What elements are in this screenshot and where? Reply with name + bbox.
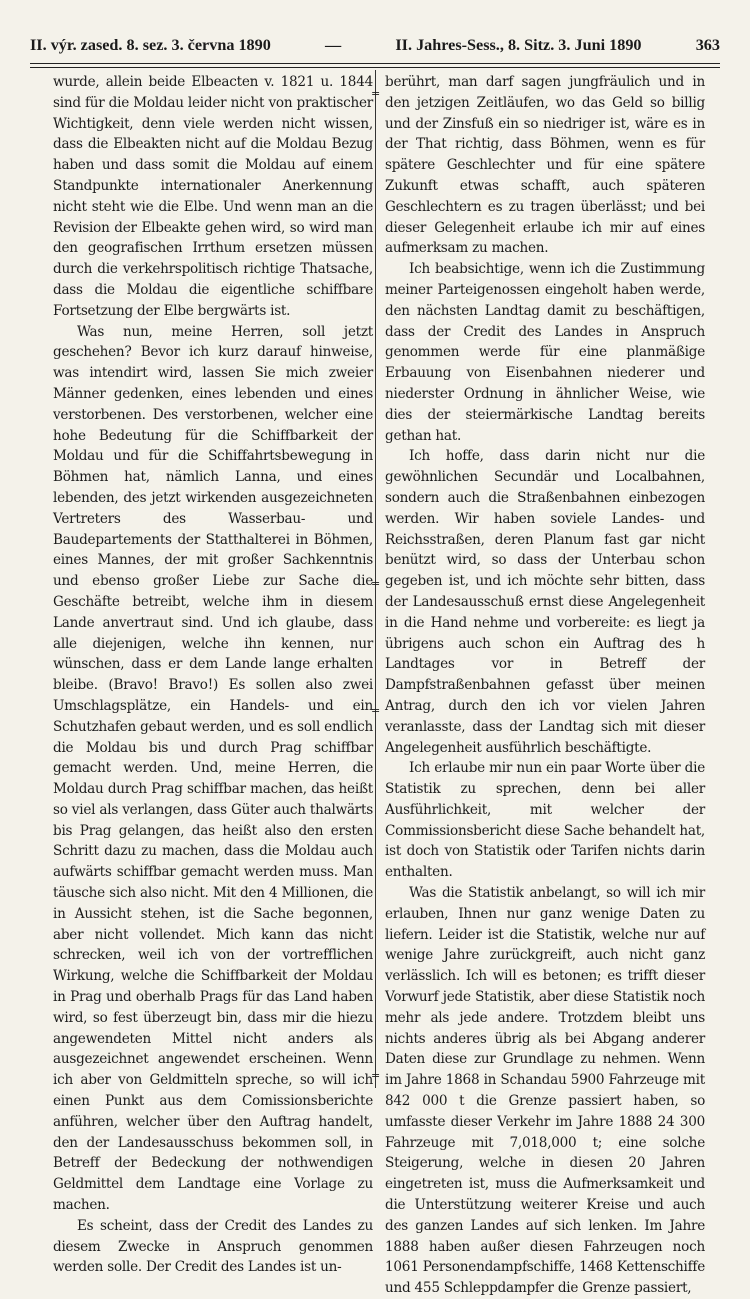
page-header xyxy=(30,36,720,60)
header-german-session: II. Jahres-Sess., 8. Sitz. 3. Juni 1890 xyxy=(395,36,642,54)
margin-mark: = xyxy=(371,87,381,100)
paragraph: Was nun, meine Herren, soll jetzt geschehen? Bevor ich kurz darauf hinweise, was intendirt wird, lassen Sie mich zweier Männer gedenken, eines lebenden und eines verstorbenen. Des verstorbenen, welcher eine hohe Bedeutung für die Schiffbarkeit der Moldau und für die Schiffahrtsbewegung in Böhmen hat, nämlich Lanna, und eines lebenden, des jetzt wirkenden ausgezeichneten Vertreters des Wasserbau- und Baudepartements der Statthalterei in Böhmen, eines Mannes, der mit großer Sachkenntnis und ebenso großer Liebe zur Sache die Geschäfte betreibt, welche ihm in diesem Lande anvertraut sind. Und ich glaube, dass alle diejenigen, welche ihn kennen, nur wünschen, dass er dem Lande lange erhalten bleibe. (Bravo! Bravo!) Es sollen also zwei Umschlagsplätze, ein Handels- und ein Schutzhafen gebaut werden, und es soll endlich die Moldau bis und durch Prag schiffbar gemacht werden. Und, meine Herren, die Moldau durch Prag schiffbar machen, das heißt so viel als verlangen, dass Güter auch thalwärts bis Prag gelangen, das heißt also den ersten Schritt dazu zu machen, dass die Moldau auch aufwärts schiffbar gemacht werden muss. Man täusche sich also nicht. Mit den 4 Millionen, die in Aussicht stehen, ist die Sache begonnen, aber nicht vollendet. Mich kann das nicht schrecken, weil ich von der vortrefflichen Wirkung, welche die Schiffbarkeit der Moldau in Prag und oberhalb Prags für das Land haben wird, so fest überzeugt bin, dass mir die hiezu angewendeten Mittel nicht anders als ausgezeichnet angewendet erscheinen. Wenn ich aber von Geldmitteln spreche, so will ich einen Punkt aus dem Comissionsberichte anführen, welcher über den Auftrag handelt, den der Landesausschuss bekommen soll, in Betreff der Bedeckung der nothwendigen Geldmittel dem Landtage eine Vorlage zu machen. xyxy=(53,323,373,1214)
paragraph: Was die Statistik anbelangt, so will ich mir erlauben, Ihnen nur ganz wenige Daten zu liefern. Leider ist die Statistik, welche nur auf wenige Jahre zurückgreift, auch nicht ganz verlässlich. Ich will es betonen; es trifft dieser Vorwurf jede Statistik, aber diese Statistik noch mehr als jede andere. Trotzdem bleibt uns nichts anderes übrig als bei Abgang anderer Daten diese zur Grundlage zu nehmen. Wenn im Jahre 1868 in Schandau 5900 Fahrzeuge mit 842 000 t die Grenze passiert haben, so umfasste dieser Verkehr im Jahre 1888 24 300 Fahrzeuge mit 7,018,000 t; eine solche Steigerung, welche in diesen 20 Jahren eingetreten ist, muss die Aufmerksamkeit und die Unterstützung weiterer Kreise und auch des ganzen Landes auf sich lenken. Im Jahre 1888 haben außer diesen Fahrzeugen noch 1061 Personendampfschiffe, 1468 Kettenschiffe und 455 Schleppdampfer die Grenze passiert, xyxy=(385,885,705,1297)
paragraph: berührt, man darf sagen jungfräulich und in den jetzigen Zeitläufen, wo das Geld so billig und der Zinsfuß ein so niedriger ist, wäre es in der That richtig, dass Böhmen, wenn es für spätere Geschlechter und für eine spätere Zukunft etwas schafft, auch späteren Geschlechtern es zu tragen überlässt; und bei dieser Gelegenheit erlaube ich mir auf eines aufmerksam zu machen. xyxy=(385,74,705,257)
header-rule-thin xyxy=(30,67,720,68)
margin-mark: = xyxy=(371,1069,381,1082)
paragraph: Es scheint, dass der Credit des Landes zu diesem Zwecke in Anspruch genommen werden solle. Der Credit des Landes ist un- xyxy=(53,1217,373,1276)
paragraph: Ich beabsichtige, wenn ich die Zustimmung meiner Parteigenossen eingeholt haben werde, den nächsten Landtag damit zu beschäftigen, dass der Credit des Landes in Anspruch genommen werde für eine planmäßige Erbauung von Eisenbahnen niederer und niederster Ordnung in ähnlicher Weise, wie dies der steiermärkische Landtag bereits gethan hat. xyxy=(385,261,705,444)
paragraph: Ich erlaube mir nun ein paar Worte über die Statistik zu sprechen, denn bei aller Ausführlichkeit, mit welcher der Commissionsbericht diese Sache behandelt hat, ist doch von Statistik oder Tarifen nichts darin enthalten. xyxy=(385,760,705,881)
paragraph: wurde, allein beide Elbeacten v. 1821 u. 1844 sind für die Moldau leider nicht von praktischer Wichtigkeit, denn viele werden nicht wissen, dass die Elbeakten nicht auf die Moldau Bezug haben und dass somit die Moldau auf einem Standpunkte internationaler Anerkennung nicht steht wie die Elbe. Und wenn man an die Revision der Elbeakte gehen wird, so wird man den geografischen Irrthum ersetzen müssen durch die verkehrspolitisch richtige Thatsache, dass die Moldau die eigentliche schiffbare Fortsetzung der Elbe bergwärts ist. xyxy=(53,74,373,319)
header-separator: — xyxy=(325,36,342,54)
paragraph: Ich hoffe, dass darin nicht nur die gewöhnlichen Secundär und Localbahnen, sondern auch die Straßenbahnen einbezogen werden. Wir haben soviele Landes- und Reichsstraßen, deren Planum fast gar nicht benützt wird, so dass der Unterbau schon gegeben ist, und ich möchte sehr bitten, dass der Landesausschuß ernst diese Angelegenheit in die Hand nehme und vorbereite: es liegt ja übrigens auch schon ein Auftrag des h Landtages vor in Betreff der Dampfstraßenbahnen gefasst über meinen Antrag, durch den ich vor vielen Jahren veranlasste, dass der Landtag sich mit dieser Angelegenheit ausführlich beschäftigte. xyxy=(385,448,705,756)
page-number: 363 xyxy=(695,36,720,54)
margin-mark: = xyxy=(371,704,381,717)
right-column xyxy=(385,72,705,1299)
header-czech-session: II. výr. zased. 8. sez. 3. června 1890 xyxy=(30,36,271,54)
margin-mark: = xyxy=(371,577,381,590)
header-rule xyxy=(30,63,720,64)
left-column xyxy=(53,72,373,1278)
